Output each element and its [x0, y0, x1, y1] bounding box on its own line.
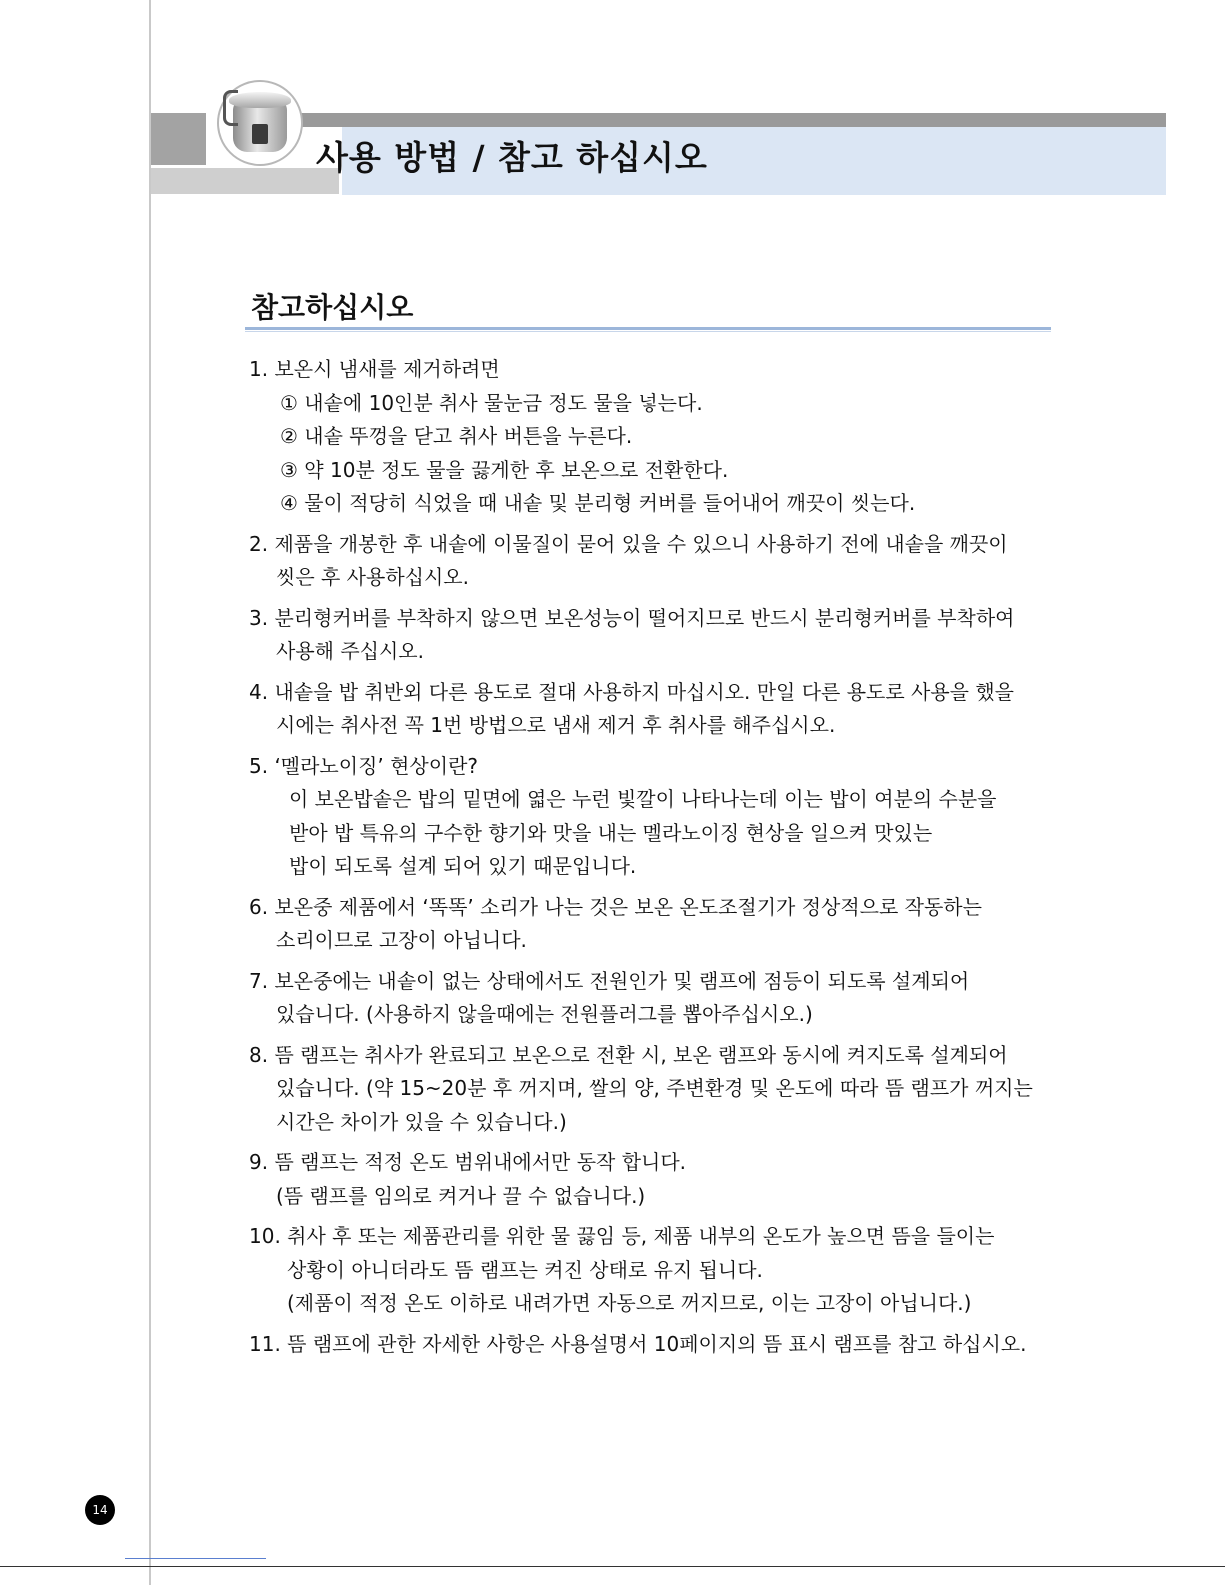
note-2-line-1: 2. 제품을 개봉한 후 내솥에 이물질이 묻어 있을 수 있으니 사용하기 전에 내솥을 깨끗이 — [249, 531, 1008, 556]
page-title: 사용 방법 / 참고 하십시오 — [316, 138, 708, 177]
note-1-step-4: ④ 물이 적당히 식었을 때 내솥 및 분리형 커버를 들어내어 깨끗이 씻는다. — [280, 491, 916, 515]
section-divider-thin — [245, 331, 1051, 332]
note-10-line-1: 10. 취사 후 또는 제품관리를 위한 물 끓임 등, 제품 내부의 온도가 높으면 뜸을 들이는 — [249, 1224, 995, 1248]
note-1-step-1: ① 내솥에 10인분 취사 물눈금 정도 물을 넣는다. — [280, 390, 703, 415]
note-9-line-1: 9. 뜸 램프는 적정 온도 범위내에서만 동작 합니다. — [249, 1150, 687, 1174]
rice-cooker-panel — [252, 124, 268, 144]
note-4-line-1: 4. 내솥을 밥 취반외 다른 용도로 절대 사용하지 마십시오. 만일 다른 용도로 사용을 했을 — [249, 679, 1014, 704]
note-3-line-2: 사용해 주십시오. — [276, 639, 424, 663]
section-heading: 참고하십시오 — [251, 291, 414, 324]
note-5-line-3: 받아 밥 특유의 구수한 향기와 맛을 내는 멜라노이징 현상을 일으켜 맛있는 — [289, 820, 933, 845]
note-7-line-2: 있습니다. (사용하지 않을때에는 전원플러그를 뽑아주십시오.) — [276, 1002, 813, 1026]
header-top-line — [298, 113, 1166, 127]
rice-cooker-lid — [229, 92, 291, 108]
header-gray-strip — [151, 168, 339, 194]
note-8-line-3: 시간은 차이가 있을 수 있습니다.) — [276, 1109, 567, 1134]
note-1-step-2: ② 내솥 뚜껑을 닫고 취사 버튼을 누른다. — [280, 424, 633, 448]
note-11: 11. 뜸 램프에 관한 자세한 사항은 사용설명서 10페이지의 뜸 표시 램프를 참고 하십시오. — [249, 1331, 1027, 1356]
note-5-title: 5. ‘멜라노이징’ 현상이란? — [249, 753, 479, 778]
note-9-line-2: (뜸 램프를 임의로 켜거나 끌 수 없습니다.) — [276, 1183, 646, 1208]
note-5-line-2: 이 보온밥솥은 밥의 밑면에 엷은 누런 빛깔이 나타나는데 이는 밥이 여분의 수분을 — [289, 787, 997, 811]
note-10-line-3: (제품이 적정 온도 이하로 내려가면 자동으로 꺼지므로, 이는 고장이 아닙니다.) — [287, 1291, 972, 1315]
note-1-title: 1. 보온시 냄새를 제거하려면 — [249, 357, 500, 381]
note-10-line-2: 상황이 아니더라도 뜸 램프는 켜진 상태로 유지 됩니다. — [287, 1257, 763, 1282]
note-8-line-2: 있습니다. (약 15~20분 후 꺼지며, 쌀의 양, 주변환경 및 온도에 따라 뜸 램프가 꺼지는 — [276, 1076, 1033, 1100]
note-4-line-2: 시에는 취사전 꼭 1번 방법으로 냄새 제거 후 취사를 해주십시오. — [276, 713, 836, 737]
left-margin-rule — [149, 0, 151, 1585]
note-3-line-1: 3. 분리형커버를 부착하지 않으면 보온성능이 떨어지므로 반드시 분리형커버를 부착하여 — [249, 605, 1015, 630]
header-gray-block — [151, 113, 206, 165]
note-6-line-1: 6. 보온중 제품에서 ‘똑똑’ 소리가 나는 것은 보온 온도조절기가 정상적으로 작동하는 — [249, 894, 982, 919]
note-7-line-1: 7. 보온중에는 내솥이 없는 상태에서도 전원인가 및 램프에 점등이 되도록 설계되어 — [249, 968, 970, 993]
footer-rule — [0, 1566, 1225, 1567]
page-number: 14 — [85, 1495, 115, 1525]
note-5-line-4: 밥이 되도록 설계 되어 있기 때문입니다. — [289, 854, 637, 878]
note-6-line-2: 소리이므로 고장이 아닙니다. — [276, 928, 527, 952]
note-8-line-1: 8. 뜸 램프는 취사가 완료되고 보온으로 전환 시, 보온 램프와 동시에 켜지도록 설계되어 — [249, 1042, 1008, 1067]
rice-cooker-handle — [223, 90, 238, 126]
note-2-line-2: 씻은 후 사용하십시오. — [276, 565, 469, 589]
rice-cooker-icon — [217, 80, 303, 166]
section-divider — [245, 327, 1051, 330]
notes-list — [249, 353, 1049, 1361]
note-1-step-3: ③ 약 10분 정도 물을 끓게한 후 보온으로 전환한다. — [280, 457, 729, 482]
footer-accent-line — [125, 1558, 266, 1559]
